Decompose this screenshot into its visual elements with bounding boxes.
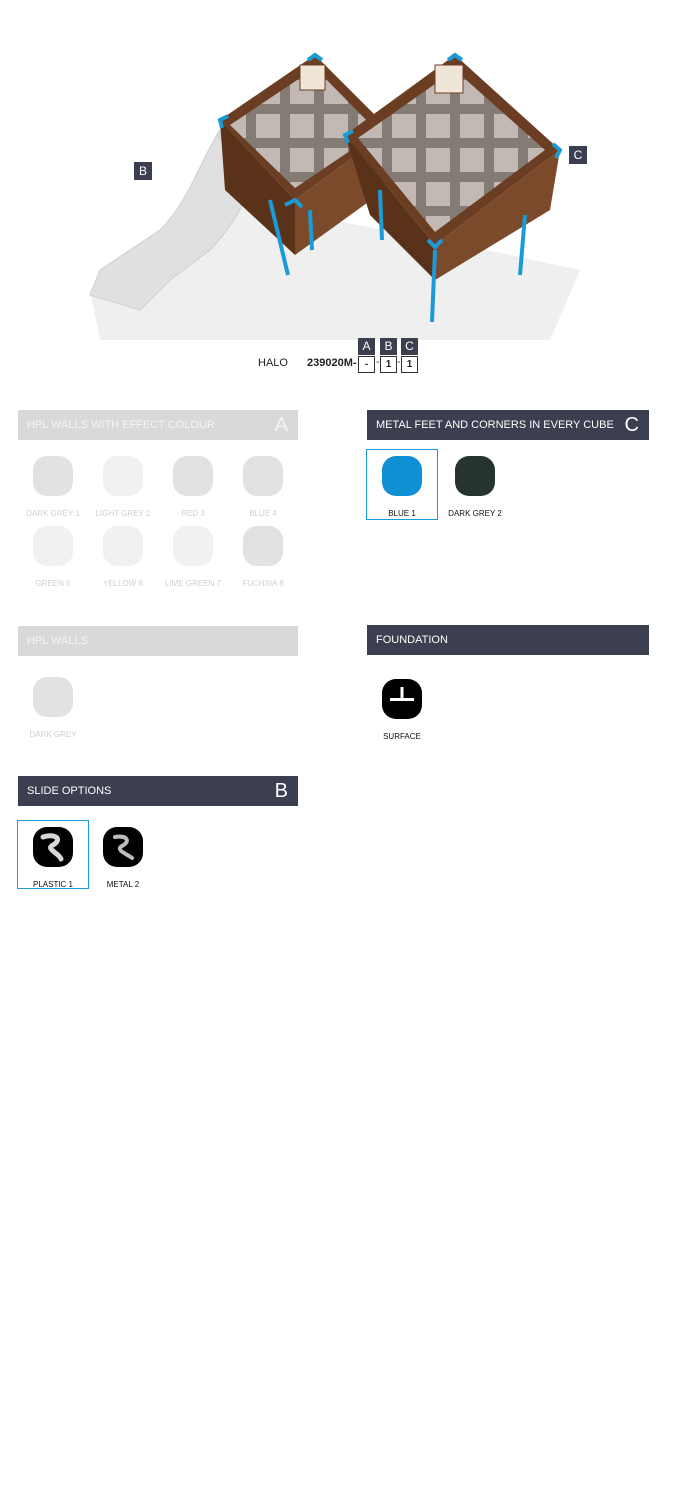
color-swatch [243, 526, 283, 566]
section-title: HPL WALLS [27, 635, 88, 647]
color-swatch [103, 526, 143, 566]
plastic-slide-icon [33, 827, 73, 867]
option-dark-grey[interactable] [18, 671, 88, 739]
option-red-3[interactable] [158, 450, 228, 518]
option-plastic-1[interactable] [18, 821, 88, 888]
option-light-grey-2[interactable] [88, 450, 158, 518]
section-title: METAL FEET AND CORNERS IN EVERY CUBE [376, 419, 614, 431]
option-dark-grey-1[interactable] [18, 450, 88, 518]
option-surface[interactable] [367, 673, 437, 741]
code-value-c: 1 [401, 356, 418, 373]
product-render [80, 40, 600, 340]
option-label: LIGHT GREY 2 [95, 509, 151, 518]
section-title: HPL WALLS WITH EFFECT COLOUR [27, 419, 215, 431]
color-swatch [33, 456, 73, 496]
section-letter: B [274, 780, 288, 802]
color-swatch [103, 456, 143, 496]
color-swatch [33, 677, 73, 717]
callout-c: C [569, 146, 587, 164]
option-lime-green-7[interactable] [158, 520, 228, 588]
option-fuchsia-8[interactable] [228, 520, 298, 588]
option-label: BLUE 1 [388, 509, 416, 518]
section-header-hpl-effect [18, 410, 298, 440]
option-label: BLUE 4 [249, 509, 277, 518]
option-yellow-6[interactable] [88, 520, 158, 588]
option-blue-4[interactable] [228, 450, 298, 518]
code-letter-c: C [401, 338, 418, 355]
section-letter: C [624, 414, 639, 436]
product-name: HALO [258, 357, 288, 369]
section-header-hpl-walls [18, 626, 298, 656]
option-metal-2[interactable] [88, 821, 158, 889]
code-value-b: 1 [380, 356, 397, 373]
color-swatch [455, 456, 495, 496]
section-title: SLIDE OPTIONS [27, 785, 112, 797]
code-letter-b: B [380, 338, 397, 355]
callout-b: B [134, 162, 152, 180]
color-swatch [243, 456, 283, 496]
section-header-slide-options [18, 776, 298, 806]
code-separator: - [397, 357, 401, 368]
color-swatch [382, 456, 422, 496]
surface-foundation-icon [382, 679, 422, 719]
option-label: YELLOW 6 [102, 579, 143, 588]
option-label: DARK GREY 2 [448, 509, 502, 518]
option-label: DARK GREY 1 [26, 509, 80, 518]
product-code: 239020M- [307, 357, 357, 369]
code-letter-a: A [358, 338, 375, 355]
color-swatch [173, 456, 213, 496]
section-header-metal-feet [367, 410, 649, 440]
option-label: FUCHSIA 8 [242, 579, 284, 588]
option-label: METAL 2 [106, 880, 140, 889]
section-title: FOUNDATION [376, 634, 448, 646]
section-letter: A [274, 414, 288, 436]
metal-slide-icon [103, 827, 143, 867]
option-dark-grey-2[interactable] [440, 450, 510, 518]
code-separator: - [376, 357, 380, 368]
section-header-foundation [367, 625, 649, 655]
option-green-5[interactable] [18, 520, 88, 588]
code-value-a: - [358, 356, 375, 373]
color-swatch [33, 526, 73, 566]
option-label: RED 3 [181, 509, 205, 518]
option-label: LIME GREEN 7 [164, 579, 221, 588]
color-swatch [173, 526, 213, 566]
option-label: DARK GREY [29, 730, 77, 739]
option-blue-1[interactable] [367, 450, 437, 519]
option-label: GREEN 5 [35, 579, 71, 588]
option-label: SURFACE [383, 732, 421, 741]
option-label: PLASTIC 1 [32, 880, 73, 889]
